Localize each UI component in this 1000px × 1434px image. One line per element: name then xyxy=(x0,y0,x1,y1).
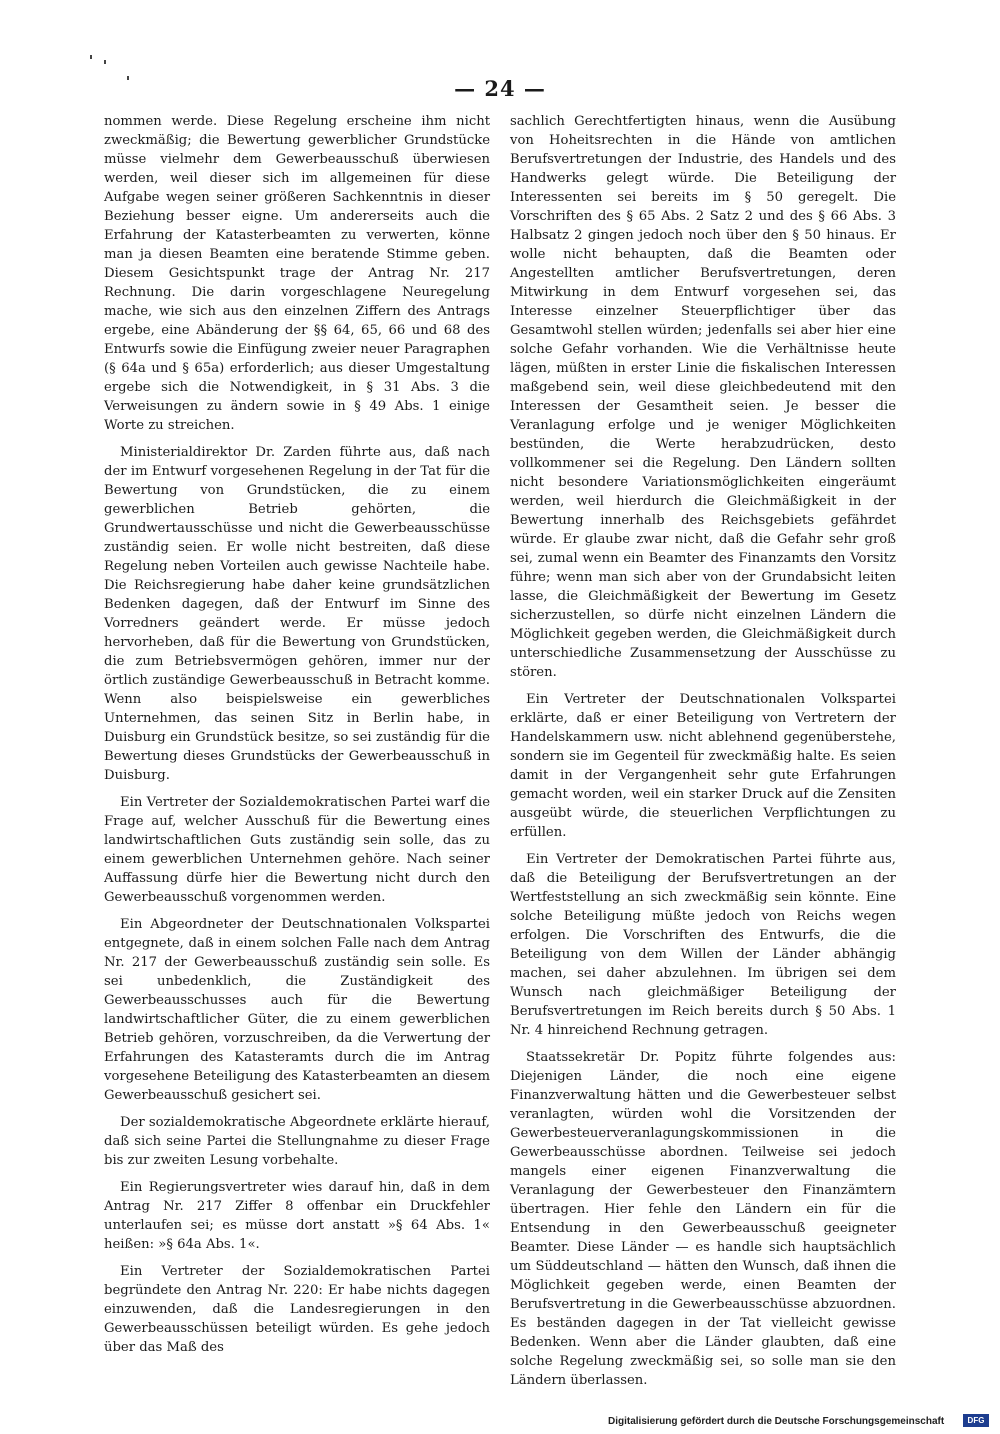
paragraph: Ein Vertreter der Deutschnationalen Volkspartei erklärte, daß er einer Beteiligung von Vertretern der Handelskammern usw. nicht ablehnend gegenüberstehe, sondern sie im Gegenteil für zweckmäßig halte. Es seien damit in der Vergangenheit sehr gute Erfahrungen gemacht worden, weil ein starker Druck auf die Zensiten ausgeübt würde, die steuerlichen Verpflichtungen zu erfüllen. xyxy=(510,692,896,840)
paragraph: Ein Vertreter der Demokratischen Partei führte aus, daß die Beteiligung der Berufsvertretungen an der Wertfeststellung an sich zweckmäßig sein könnte. Eine solche Beteiligung müßte jedoch von Reichs wegen erfolgen. Die Vorschriften des Entwurfs, die die Beteiligung von dem Willen der Länder abhängig machen, sei daher abzulehnen. Im übrigen sei dem Wunsch nach gleichmäßiger Beteiligung der Berufsvertretungen im Reich bereits durch § 50 Abs. 1 Nr. 4 hinreichend Rechnung getragen. xyxy=(510,852,896,1038)
left-column xyxy=(104,112,490,1365)
paragraph: Ministerialdirektor Dr. Zarden führte aus, daß nach der im Entwurf vorgesehenen Regelung in der Tat für die Bewertung von Grundstücken, die zu einem gewerblichen Betrieb gehörten, die Grundwertausschüsse und nicht die Gewerbeausschüsse zuständig seien. Er wolle nicht bestreiten, daß diese Regelung neben Vorteilen auch gewisse Nachteile habe. Die Reichsregierung habe daher keine grundsätzlichen Bedenken dagegen, daß der Entwurf im Sinne des Vorredners geändert werde. Er müsse jedoch hervorheben, daß für die Bewertung von Grundstücken, die zum Betriebsvermögen gehören, immer nur der örtlich zuständige Gewerbeausschuß in Betracht komme. Wenn also beispielsweise ein gewerbliches Unternehmen, das seinen Sitz in Berlin habe, in Duisburg ein Grundstück besitze, so sei zuständig für die Bewertung dieses Grundstücks der Gewerbeausschuß in Duisburg. xyxy=(104,445,490,783)
scan-speck xyxy=(104,60,106,64)
footer-credit: Digitalisierung gefördert durch die Deutsche Forschungsgemeinschaft xyxy=(608,1416,945,1427)
dfg-logo: DFG xyxy=(963,1414,989,1427)
paragraph: Ein Vertreter der Sozialdemokratischen Partei begründete den Antrag Nr. 220: Er habe nichts dagegen einzuwenden, daß die Landesregierungen in den Gewerbeausschüssen beteiligt würden. Es gehe jedoch über das Maß des xyxy=(104,1264,490,1355)
scan-speck xyxy=(90,55,92,59)
paragraph: nommen werde. Diese Regelung erscheine ihm nicht zweckmäßig; die Bewertung gewerblicher Grundstücke müsse vielmehr dem Gewerbeausschuß überwiesen werden, weil dieser sich im allgemeinen für diese Aufgabe wegen seiner größeren Sachkenntnis in dieser Beziehung besser eigne. Um andererseits auch die Erfahrung der Katasterbeamten zu verwerten, könne man ja diesen Beamten eine beratende Stimme geben. Diesem Gesichtspunkt trage der Antrag Nr. 217 Rechnung. Die darin vorgeschlagene Neuregelung mache, wie sich aus den einzelnen Ziffern des Antrags ergebe, eine Abänderung der §§ 64, 65, 66 und 68 des Entwurfs sowie die Einfügung zweier neuer Paragraphen (§ 64a und § 65a) erforderlich; aus dieser Umgestaltung ergebe sich die Notwendigkeit, in § 31 Abs. 3 die Verweisungen zu ändern sowie in § 49 Abs. 1 einige Worte zu streichen. xyxy=(104,114,490,433)
paragraph: Ein Vertreter der Sozialdemokratischen Partei warf die Frage auf, welcher Ausschuß für die Bewertung eines landwirtschaftlichen Guts zuständig sein solle, das zu einem gewerblichen Unternehmen gehöre. Nach seiner Auffassung dürfe hier die Bewertung nicht durch den Gewerbeausschuß vorgenommen werden. xyxy=(104,795,490,905)
right-column xyxy=(510,112,896,1398)
paragraph: Der sozialdemokratische Abgeordnete erklärte hierauf, daß sich seine Partei die Stellungnahme zu dieser Frage bis zur zweiten Lesung vorbehalte. xyxy=(104,1115,490,1168)
paragraph: Ein Abgeordneter der Deutschnationalen Volkspartei entgegnete, daß in einem solchen Falle nach dem Antrag Nr. 217 der Gewerbeausschuß zuständig sein solle. Es sei unbedenklich, die Zuständigkeit des Gewerbeausschusses auch für die Bewertung landwirtschaftlicher Güter, die zu einem gewerblichen Betrieb gehören, vorzuschreiben, da die Verwertung der Erfahrungen des Katasteramts durch die im Antrag vorgesehene Beteiligung des Katasterbeamten an diesem Gewerbeausschuß gesichert sei. xyxy=(104,917,490,1103)
paragraph: Staatssekretär Dr. Popitz führte folgendes aus: Diejenigen Länder, die noch eine eigene Finanzverwaltung hätten und die Gewerbesteuer selbst veranlagten, würden wohl die Vorsitzenden der Gewerbesteuerveranlagungskommissionen in die Gewerbeausschüsse abordnen. Teilweise sei jedoch mangels einer eigenen Finanzverwaltung die Veranlagung der Gewerbesteuer den Finanzämtern übertragen. Hier fehle den Ländern ein für die Entsendung in den Gewerbeausschuß geeigneter Beamter. Diese Länder — es handle sich hauptsächlich um Süddeutschland — hätten den Wunsch, daß ihnen die Möglichkeit gegeben werde, einen Beamten der Berufsvertretung in die Gewerbeausschüsse abzuordnen. Es beständen dagegen in der Tat vielleicht gewisse Bedenken. Wenn aber die Länder glaubten, daß eine solche Regelung zweckmäßig sei, so solle man sie den Ländern überlassen. xyxy=(510,1050,896,1388)
paragraph: sachlich Gerechtfertigten hinaus, wenn die Ausübung von Hoheitsrechten in die Hände von amtlichen Berufsvertretungen der Industrie, des Handels und des Handwerks gelegt würde. Die Beteiligung der Interessenten sei bereits im § 50 geregelt. Die Vorschriften des § 65 Abs. 2 Satz 2 und des § 66 Abs. 3 Halbsatz 2 gingen jedoch noch über den § 50 hinaus. Er wolle nicht behaupten, daß die Beamten oder Angestellten amtlicher Berufsvertretungen, deren Mitwirkung in dem Entwurf vorgesehen sei, das Interesse einzelner Steuerpflichtiger über das Gesamtwohl stellen würden; jedenfalls sei aber hier eine solche Gefahr vorhanden. Wie die Verhältnisse heute lägen, müßten in erster Linie die fiskalischen Interessen maßgebend sein, weil diese gleichbedeutend mit den Interessen der Gesamtheit seien. Je besser die Veranlagung erfolge und je weniger Möglichkeiten bestünden, die Werte herabzudrücken, desto vollkommener sei die Regelung. Den Ländern sollten nicht besondere Variationsmöglichkeiten eingeräumt werden, weil hierdurch die Gleichmäßigkeit in der Bewertung innerhalb des Reichsgebiets gefährdet würde. Er glaube zwar nicht, daß die Gefahr sehr groß sei, zumal wenn ein Beamter des Finanzamts den Vorsitz führe; wenn man sich aber von der Grundabsicht leiten lasse, die Gleichmäßigkeit der Bewertung im Gesetz sicherzustellen, so dürfe nicht einzelnen Ländern die Möglichkeit gegeben werden, die Gleichmäßigkeit durch unterschiedliche Zusammensetzung der Ausschüsse zu stören. xyxy=(510,114,896,680)
page-number: — 24 — xyxy=(454,76,546,101)
paragraph: Ein Regierungsvertreter wies darauf hin, daß in dem Antrag Nr. 217 Ziffer 8 offenbar ein Druckfehler unterlaufen sei; es müsse dort anstatt »§ 64 Abs. 1« heißen: »§ 64a Abs. 1«. xyxy=(104,1180,490,1252)
